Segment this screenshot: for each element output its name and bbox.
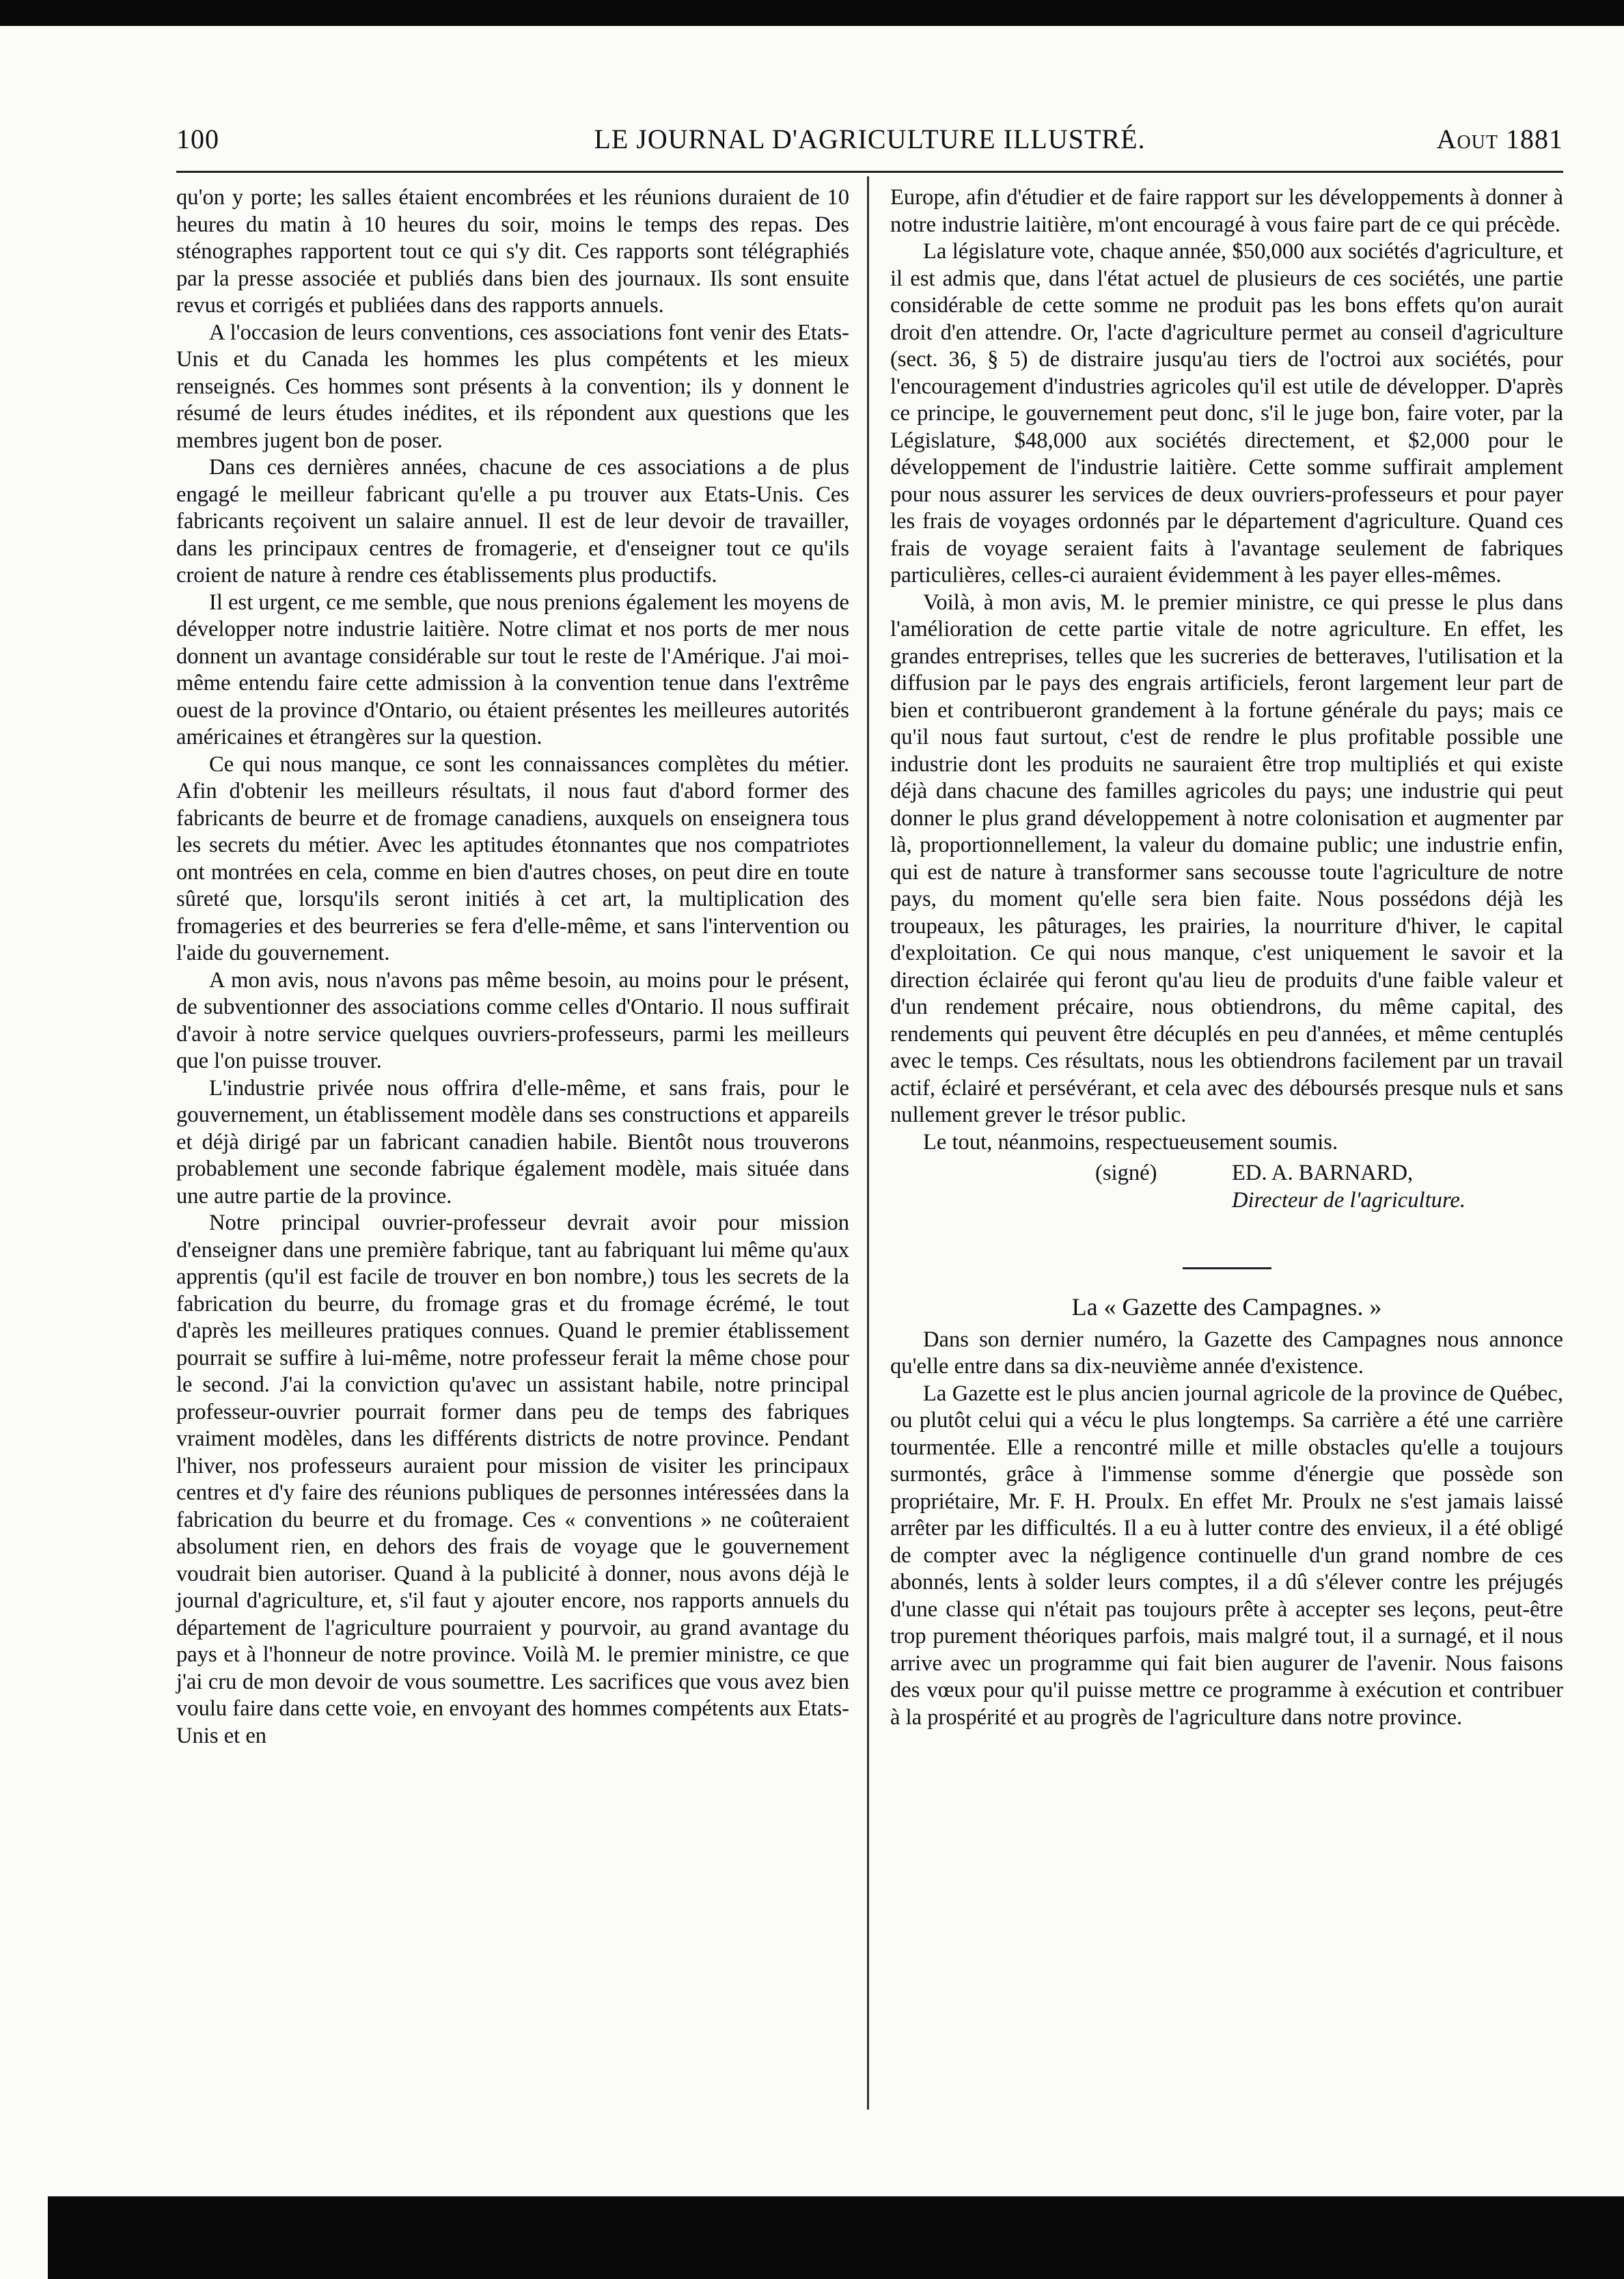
issue-date: Aout 1881 — [1436, 124, 1563, 154]
section-separator — [1183, 1267, 1271, 1269]
paragraph: Notre principal ouvrier-professeur devrait avoir pour mission d'enseigner dans une première fabrique, tant au fabriquant lui même qu'aux apprentis (qu'il est facile de trouver en bon nombre,) tous les secrets de la fabrication du beurre, du fromage gras et du fromage écrémé, le tout d'après les meilleures pratiques connues. Quand le premier établissement pourrait se suffire à lui-même, notre professeur ferait la même chose pour le second. J'ai la conviction qu'avec un assistant habile, notre principal professeur-ouvrier pourrait former dans peu de temps des fabriques vraiment modèles, dans les différents districts de notre province. Pendant l'hiver, nos professeurs auraient pour mission de visiter les principaux centres et d'y faire des réunions publiques de personnes intéressées dans la fabrication du beurre et du fromage. Ces « conventions » ne coûteraient absolument rien, en dehors des frais de voyage que le gouvernement voudrait bien autoriser. Quand à la publicité à donner, nous avons déjà le journal d'agriculture, et, s'il faut y ajouter encore, nos rapports annuels du département de l'agriculture pourraient y pourvoir, au grand avantage du pays et à l'honneur de notre province. Voilà M. le premier ministre, ce que j'ai cru de mon devoir de vous soumettre. Les sacrifices que vous avez bien voulu faire dans cette voie, en envoyant des hommes compétents aux Etats-Unis et en — [176, 1211, 849, 1748]
paragraph: Voilà, à mon avis, M. le premier ministre, ce qui presse le plus dans l'amélioration de cette partie vitale de notre agriculture. En effet, les grandes entreprises, telles que les sucreries de betteraves, l'utilisation et la diffusion par le pays des engrais artificiels, feront largement leur part de bien et contribueront grandement à la fortune générale du pays; mais ce qu'il nous faut surtout, c'est de rendre le plus profitable possible une industrie dont les produits ne sauraient être trop multipliés et qui existe déjà dans chacune des familles agricoles du pays; une industrie qui peut donner le plus grand développement à notre colonisation et augmenter par là, proportionnellement, la valeur du domaine public; une industrie enfin, qui est de nature à transformer sans secousse toute l'agriculture de notre pays, du moment qu'elle sera bien faite. Nous possédons déjà les troupeaux, les pâturages, les prairies, la nourriture d'hiver, le capital d'exploitation. Ce qui nous manque, c'est uniquement le savoir et la direction éclairée qui feront qu'au lieu de produits d'une faible valeur et d'un rendement précaire, nous obtiendrons, du même capital, des rendements qui peuvent être décuplés en peu d'années, et même centuplés avec le temps. Ces résultats, nous les obtiendrons facilement par un travail actif, éclairé et persévérant, et cela avec des déboursés presque nuls et sans nullement grever le trésor public. — [890, 590, 1563, 1127]
bottom-scan-border — [48, 2196, 1624, 2279]
signature-block — [890, 1160, 1563, 1214]
top-scan-border — [0, 0, 1624, 26]
paragraph: Ce qui nous manque, ce sont les connaissances complètes du métier. Afin d'obtenir les meilleurs résultats, il nous faut d'abord former des fabricants de beurre et de fromage canadiens, auxquels on enseignera tous les secrets du métier. Avec les aptitudes étonnantes que nos compatriotes ont montrées en cela, comme en bien d'autres choses, on peut dire en toute sûreté que, lorsqu'ils seront initiés à cet art, la multiplication des fromageries et des beurreries se fera d'elle-même, et sans l'intervention ou l'aide du gouvernement. — [176, 751, 849, 965]
signature-label: (signé) — [1095, 1161, 1157, 1185]
paragraph: Le tout, néanmoins, respectueusement soumis. — [923, 1129, 1338, 1155]
paragraph: Europe, afin d'étudier et de faire rapport sur les développements à donner à notre industrie laitière, m'ont encouragé à vous faire part de ce qui précède. — [890, 185, 1563, 237]
paragraph: La législature vote, chaque année, $50,000 aux sociétés d'agriculture, et il est admis que, dans l'état actuel de plusieurs de ces sociétés, une partie considérable de cette somme ne produit pas les bons effets qu'on aurait droit d'en attendre. Or, l'acte d'agriculture permet au conseil d'agriculture (sect. 36, § 5) de distraire jusqu'au tiers de l'octroi aux sociétés, pour l'encouragement d'industries agricoles qu'il est utile de développer. D'après ce principe, le gouvernement peut donc, s'il le juge bon, faire voter, par la Législature, $48,000 aux sociétés directement, et $2,000 pour le développement de l'industrie laitière. Cette somme suffirait amplement pour nous assurer les services de deux ouvriers-professeurs et pour payer les frais de voyages ordonnés par le département d'agriculture. Quand ces frais de voyage seraient faits à l'avantage seulement de fabriques particulières, celles-ci auraient évidemment à les payer elles-mêmes. — [890, 239, 1563, 588]
right-column — [890, 184, 1563, 1731]
paragraph: Il est urgent, ce me semble, que nous prenions également les moyens de développer notre industrie laitière. Notre climat et nos ports de mer nous donnent un avantage considérable sur tout le reste de l'Amérique. J'ai moi-même entendu faire cette admission à la convention tenue dans l'extrême ouest de la province d'Ontario, ou étaient présentes les meilleures autorités américaines et étrangères sur la question. — [176, 590, 849, 749]
paragraph: L'industrie privée nous offrira d'elle-même, et sans frais, pour le gouvernement, un établissement modèle dans ses constructions et appareils et déjà dirigé par un fabricant canadien habile. Bientôt nous trouverons probablement une seconde fabrique également modèle, mais située dans une autre partie de la province. — [176, 1075, 849, 1208]
left-column — [176, 184, 849, 1750]
paragraph: qu'on y porte; les salles étaient encombrées et les réunions duraient de 10 heures du matin à 10 heures du soir, moins le temps des repas. Des sténographes rapportent tout ce qui s'y dit. Ces rapports sont télégraphiés par la presse associée et publiés dans bien des journaux. Ils sont ensuite revus et corrigés et publiées dans des rapports annuels. — [176, 185, 849, 318]
gazette-section-title: La « Gazette des Campagnes. » — [1071, 1293, 1382, 1321]
signature-name: ED. A. BARNARD, — [1232, 1161, 1414, 1185]
paragraph: Dans son dernier numéro, la Gazette des Campagnes nous annonce qu'elle entre dans sa dix-neuvième année d'existence. — [890, 1327, 1563, 1379]
paragraph: A mon avis, nous n'avons pas même besoin, au moins pour le présent, de subventionner des associations comme celles d'Ontario. Il nous suffirait d'avoir à notre service quelques ouvriers-professeurs, parmi les meilleurs que l'on puisse trouver. — [176, 967, 849, 1073]
signature-role: Directeur de l'agriculture. — [1232, 1187, 1466, 1213]
paragraph: La Gazette est le plus ancien journal agricole de la province de Québec, ou plutôt celui qui a vécu le plus longtemps. Sa carrière a été une carrière tourmentée. Elle a rencontré mille et mille obstacles qu'elle a toujours surmontés, grâce à l'immense somme d'énergie que possède son propriétaire, Mr. F. H. Proulx. En effet Mr. Proulx ne s'est jamais laissé arrêter par les difficultés. Il a eu à lutter contre des envieux, il a été obligé de compter avec la négligence continuelle d'un grand nombre de ces abonnés, lents à solder leurs comptes, il a dû s'élever contre les préjugés d'une classe qui n'était pas toujours prête à accepter ses leçons, peut-être trop purement théoriques parfois, mais malgré tout, il a surnagé, et il nous arrive avec un programme qui fait bien augurer de l'avenir. Nous faisons des vœux pour qu'il puisse mettre ce programme à exécution et contribuer à la prospérité et au progrès de l'agriculture dans notre province. — [890, 1381, 1563, 1730]
page-header — [176, 123, 1563, 164]
paragraph: A l'occasion de leurs conventions, ces associations font venir des Etats-Unis et du Canada les hommes les plus compétents et les mieux renseignés. Ces hommes sont présents à la convention; ils y donnent le résumé de leurs études inédites, et ils répondent aux questions que les membres jugent bon de poser. — [176, 320, 849, 453]
page-number: 100 — [176, 124, 219, 154]
journal-title: LE JOURNAL D'AGRICULTURE ILLUSTRÉ. — [594, 124, 1146, 154]
header-rule — [176, 171, 1563, 173]
column-divider — [867, 176, 869, 2110]
paragraph: Dans ces dernières années, chacune de ces associations a de plus engagé le meilleur fabricant qu'elle a pu trouver aux Etats-Unis. Ces fabricants reçoivent un salaire annuel. Il est de leur devoir de travailler, dans les principaux centres de fromagerie, et d'enseigner tout ce qu'ils croient de nature à rendre ces établissements plus productifs. — [176, 455, 849, 588]
